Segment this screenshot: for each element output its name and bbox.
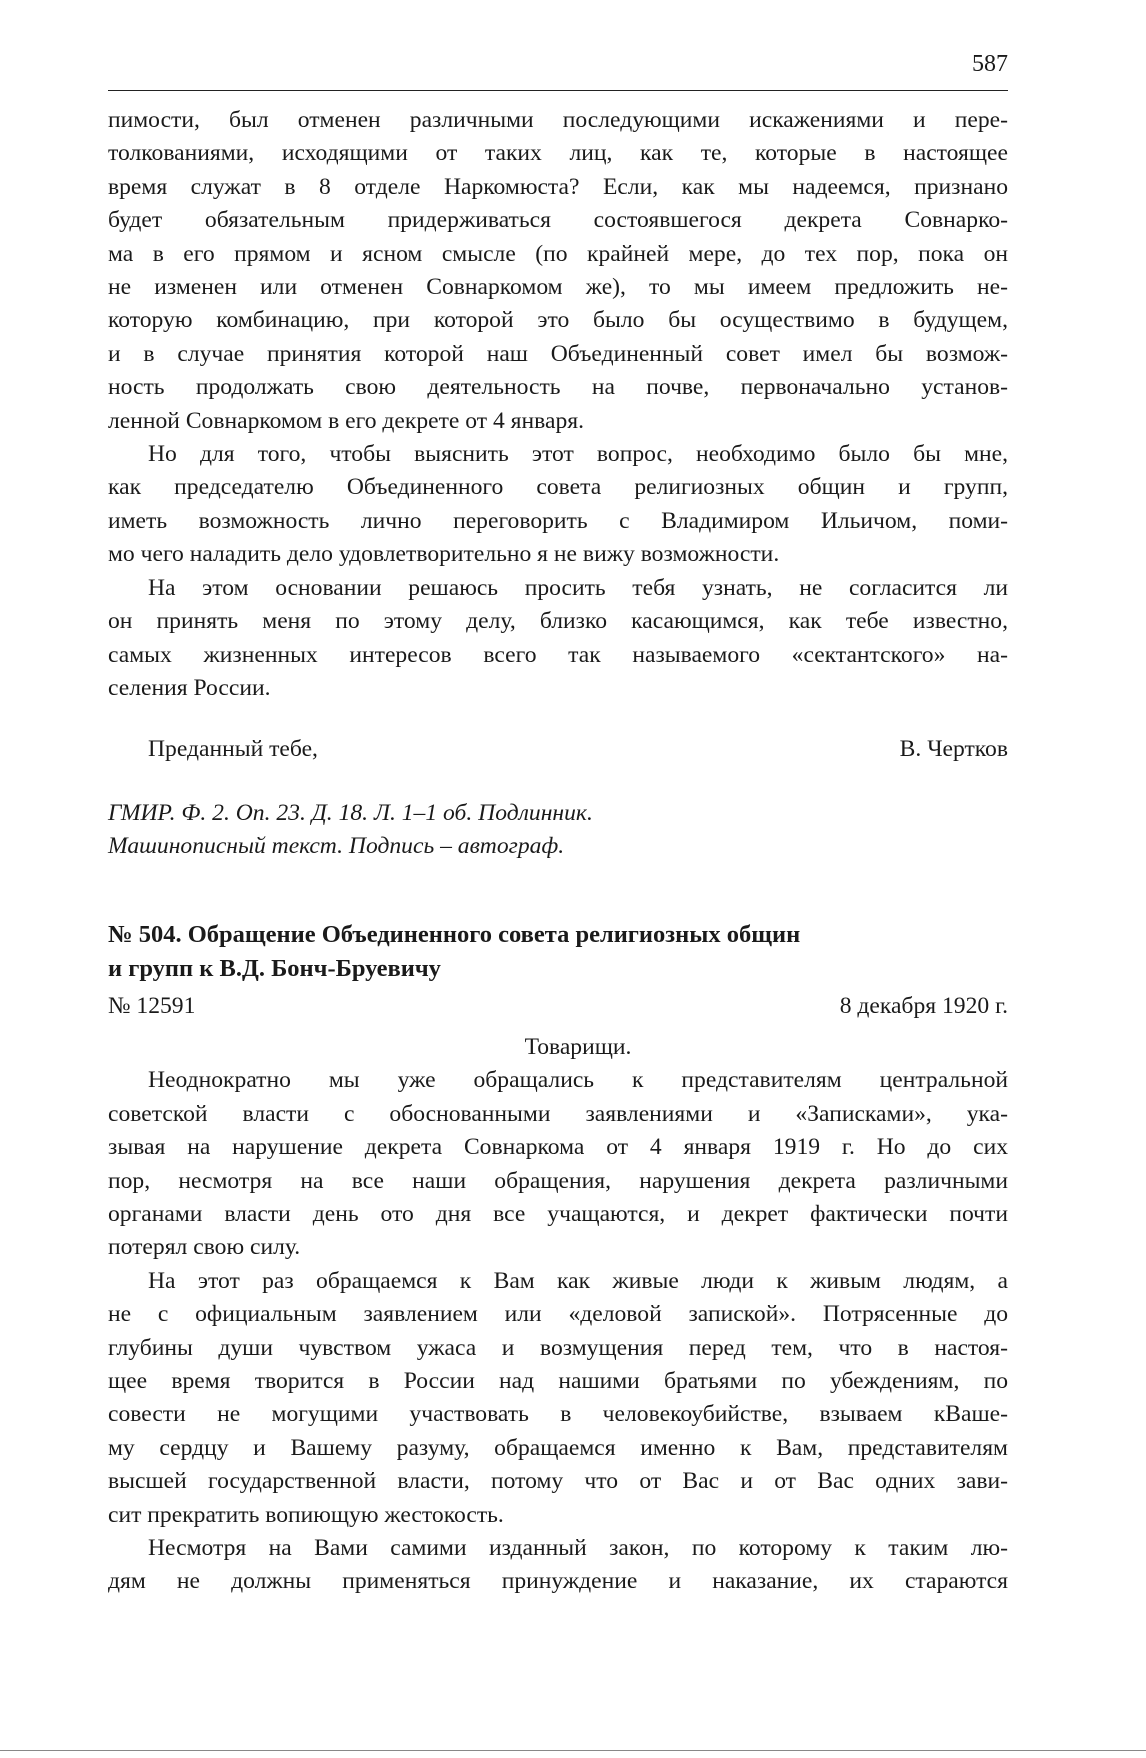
text-line: и в случае принятия которой наш Объединенный совет имел бы возмож- [108, 340, 1008, 367]
book-page [108, 0, 1008, 1758]
letter-paragraph-1 [108, 104, 1008, 438]
text-line: мо чего наладить дело удовлетворительно я не вижу возможности. [108, 541, 780, 568]
text-line: Но для того, чтобы выяснить этот вопрос, необходимо было бы мне, [148, 441, 1008, 468]
text-line: которую комбинацию, при которой это было бы осуществимо в будущем, [108, 307, 1008, 334]
text-line: будет обязательным придерживаться состоявшегося декрета Совнарко- [108, 207, 1008, 234]
archival-source [108, 797, 1008, 864]
text-line: зывая на нарушение декрета Совнаркома от 4 января 1919 г. Но до сих [108, 1134, 1008, 1161]
text-line: Несмотря на Вами самими изданный закон, по которому к таким лю- [148, 1535, 1008, 1562]
text-line: глубины души чувством ужаса и возмущения перед тем, что в настоя- [108, 1334, 1008, 1361]
source-line: Машинописный текст. Подпись – автограф. [108, 833, 565, 860]
text-line: пимости, был отменен различными последующими искажениями и пере- [108, 107, 1008, 133]
doc-paragraph-1 [108, 1064, 1008, 1264]
text-line: пор, несмотря на все наши обращения, нарушения декрета различными [108, 1167, 1008, 1194]
text-line: советской власти с обоснованными заявлениями и «Записками», ука- [108, 1100, 1008, 1127]
document-heading [108, 918, 1008, 986]
text-line: органами власти день ото дня все учащаются, и декрет фактически почти [108, 1200, 1008, 1227]
text-line: совести не могущими участвовать в человекоубийстве, взываем кВаше- [108, 1401, 1008, 1428]
signature: В. Чертков [899, 736, 1008, 763]
text-line: щее время творится в России над нашими братьями по убеждениям, по [108, 1368, 1008, 1394]
page-number: 587 [972, 51, 1008, 77]
doc-paragraph-2 [108, 1265, 1008, 1532]
text-line: На этот раз обращаемся к Вам как живые люди к живым людям, а [148, 1267, 1008, 1294]
text-line: селения России. [108, 674, 271, 701]
letter-paragraph-2 [108, 438, 1008, 572]
text-line: На этом основании решаюсь просить тебя узнать, не согласится ли [148, 574, 1008, 601]
document-number: № 12591 [108, 992, 196, 1019]
document-date: 8 декабря 1920 г. [839, 992, 1008, 1019]
text-line: Неоднократно мы уже обращались к представителям центральной [148, 1067, 1008, 1094]
letter-paragraph-3 [108, 572, 1008, 706]
salutation: Товарищи. [524, 1033, 632, 1060]
text-line: время служат в 8 отделе Наркомюста? Если, как мы надеемся, признано [108, 173, 1008, 200]
document-meta [108, 990, 1008, 1023]
text-line: толкованиями, исходящими от таких лиц, как те, которые в настоящее [108, 140, 1008, 167]
text-line: ленной Совнаркомом в его декрете от 4 января. [108, 407, 585, 434]
text-line: ма в его прямом и ясном смысле (по крайней мере, до тех пор, пока он [108, 240, 1008, 267]
text-line: дям не должны применяться принуждение и наказание, их стараются [108, 1568, 1008, 1595]
source-line: ГМИР. Ф. 2. Оп. 23. Д. 18. Л. 1–1 об. Подлинник. [108, 799, 593, 826]
scan-edge-line [0, 1750, 1146, 1751]
text-line: сит прекратить вопиющую жестокость. [108, 1501, 504, 1528]
text-line: он принять меня по этому делу, близко касающимся, как тебе известно, [108, 608, 1008, 635]
text-line: как председателю Объединенного совета религиозных общин и групп, [108, 474, 1008, 501]
text-line: высшей государственной власти, потому что от Вас и от Вас одних зави- [108, 1468, 1008, 1495]
text-line: самых жизненных интересов всего так называемого «сектантского» на- [108, 641, 1008, 668]
text-line: му сердцу и Вашему разуму, обращаемся именно к Вам, представителям [108, 1434, 1008, 1461]
page-body [108, 104, 1008, 1599]
text-line: не с официальным заявлением или «деловой запиской». Потрясенные до [108, 1301, 1008, 1328]
header-rule [108, 90, 1008, 91]
text-line: не изменен или отменен Совнаркомом же), то мы имеем предложить не- [108, 274, 1008, 301]
text-line: ность продолжать свою деятельность на почве, первоначально установ- [108, 374, 1008, 401]
text-line: потерял свою силу. [108, 1234, 301, 1261]
heading-line: и групп к В.Д. Бонч-Бруевичу [108, 954, 441, 982]
heading-line: № 504. Обращение Объединенного совета религиозных общин [108, 920, 801, 948]
signature-row [108, 733, 1008, 766]
text-line: иметь возможность лично переговорить с Владимиром Ильичом, поми- [108, 507, 1008, 534]
doc-paragraph-3 [108, 1532, 1008, 1599]
closing-phrase: Преданный тебе, [148, 736, 318, 763]
